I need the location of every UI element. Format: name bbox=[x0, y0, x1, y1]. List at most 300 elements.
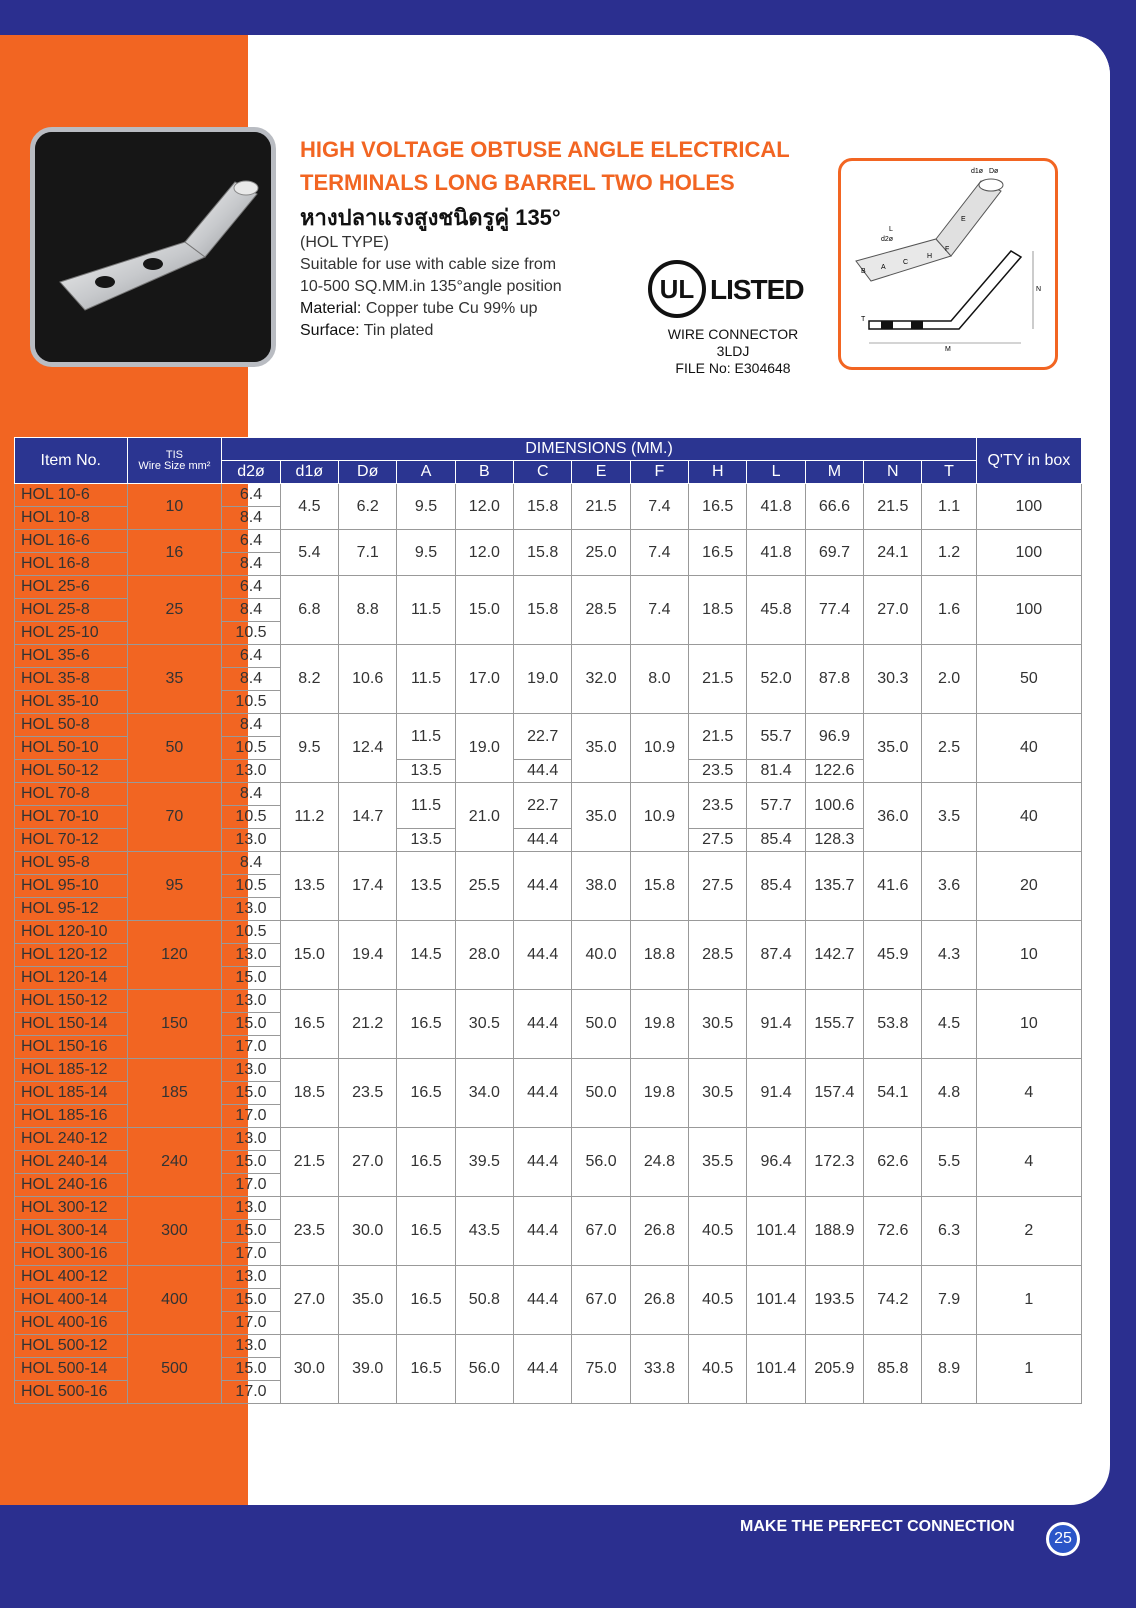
b-cell: 34.0 bbox=[455, 1059, 513, 1128]
col-c: C bbox=[514, 461, 572, 484]
d-cell: 6.2 bbox=[339, 484, 397, 530]
e-cell: 40.0 bbox=[572, 921, 630, 990]
a-cell: 16.5 bbox=[397, 1335, 455, 1404]
n-cell: 74.2 bbox=[864, 1266, 922, 1335]
diagram-label-t: T bbox=[861, 316, 866, 323]
tis-cell: 25 bbox=[127, 576, 222, 645]
c-cell: 44.4 bbox=[514, 1266, 572, 1335]
n-cell: 41.6 bbox=[864, 852, 922, 921]
f-cell: 8.0 bbox=[630, 645, 688, 714]
item-number-cell: HOL 10-8 bbox=[15, 507, 128, 530]
diagram-label-d: Dø bbox=[989, 168, 999, 175]
diagram-label-n: N bbox=[1036, 286, 1042, 293]
m-cell: 155.7 bbox=[805, 990, 863, 1059]
a-cell: 11.5 bbox=[397, 714, 455, 760]
d1-cell: 8.2 bbox=[280, 645, 338, 714]
n-cell: 72.6 bbox=[864, 1197, 922, 1266]
item-number-cell: HOL 25-6 bbox=[15, 576, 128, 599]
c-cell: 44.4 bbox=[514, 1335, 572, 1404]
e-cell: 50.0 bbox=[572, 1059, 630, 1128]
n-cell: 45.9 bbox=[864, 921, 922, 990]
table-row bbox=[15, 990, 1082, 1013]
d2-cell: 8.4 bbox=[222, 852, 280, 875]
diagram-label-a: A bbox=[881, 264, 886, 271]
qty-cell: 100 bbox=[976, 530, 1081, 576]
d2-cell: 13.0 bbox=[222, 1266, 280, 1289]
d-cell: 17.4 bbox=[339, 852, 397, 921]
d-cell: 30.0 bbox=[339, 1197, 397, 1266]
c-cell: 44.4 bbox=[514, 1128, 572, 1197]
m-cell: 172.3 bbox=[805, 1128, 863, 1197]
d1-cell: 18.5 bbox=[280, 1059, 338, 1128]
diagram-label-h: H bbox=[927, 253, 933, 260]
d2-cell: 10.5 bbox=[222, 622, 280, 645]
item-number-cell: HOL 400-14 bbox=[15, 1289, 128, 1312]
col-m: M bbox=[805, 461, 863, 484]
qty-cell: 100 bbox=[976, 576, 1081, 645]
f-cell: 7.4 bbox=[630, 484, 688, 530]
e-cell: 67.0 bbox=[572, 1197, 630, 1266]
t-cell: 7.9 bbox=[922, 1266, 976, 1335]
t-cell: 1.1 bbox=[922, 484, 976, 530]
header-dimensions: DIMENSIONS (MM.) bbox=[222, 438, 976, 461]
d1-cell: 15.0 bbox=[280, 921, 338, 990]
f-cell: 26.8 bbox=[630, 1197, 688, 1266]
item-number-cell: HOL 50-10 bbox=[15, 737, 128, 760]
item-number-cell: HOL 150-14 bbox=[15, 1013, 128, 1036]
col-e: E bbox=[572, 461, 630, 484]
table-row bbox=[15, 783, 1082, 806]
item-number-cell: HOL 150-12 bbox=[15, 990, 128, 1013]
item-number-cell: HOL 95-8 bbox=[15, 852, 128, 875]
b-cell: 15.0 bbox=[455, 576, 513, 645]
n-cell: 62.6 bbox=[864, 1128, 922, 1197]
d-cell: 39.0 bbox=[339, 1335, 397, 1404]
c-cell: 19.0 bbox=[514, 645, 572, 714]
item-number-cell: HOL 16-8 bbox=[15, 553, 128, 576]
d2-cell: 8.4 bbox=[222, 783, 280, 806]
a-cell: 16.5 bbox=[397, 1266, 455, 1335]
d-cell: 10.6 bbox=[339, 645, 397, 714]
f-cell: 7.4 bbox=[630, 530, 688, 576]
diagram-label-m: M bbox=[945, 346, 951, 353]
qty-cell: 20 bbox=[976, 852, 1081, 921]
item-number-cell: HOL 70-10 bbox=[15, 806, 128, 829]
n-cell: 24.1 bbox=[864, 530, 922, 576]
l-cell: 101.4 bbox=[747, 1335, 805, 1404]
n-cell: 30.3 bbox=[864, 645, 922, 714]
ul-line-2: 3LDJ bbox=[716, 343, 750, 359]
d2-cell: 8.4 bbox=[222, 714, 280, 737]
item-number-cell: HOL 50-8 bbox=[15, 714, 128, 737]
diagram-label-l: L bbox=[889, 226, 893, 233]
l-cell: 55.7 bbox=[747, 714, 805, 760]
d-cell: 19.4 bbox=[339, 921, 397, 990]
tis-cell: 16 bbox=[127, 530, 222, 576]
d2-cell: 13.0 bbox=[222, 1335, 280, 1358]
d1-cell: 4.5 bbox=[280, 484, 338, 530]
table-row bbox=[15, 714, 1082, 737]
m-cell: 205.9 bbox=[805, 1335, 863, 1404]
h-cell: 18.5 bbox=[689, 576, 747, 645]
table-row bbox=[15, 484, 1082, 507]
a-cell: 9.5 bbox=[397, 484, 455, 530]
thai-title: หางปลาแรงสูงชนิดรูคู่ 135° bbox=[300, 205, 561, 230]
t-cell: 3.5 bbox=[922, 783, 976, 852]
surface-label: Surface: bbox=[300, 322, 360, 339]
tis-cell: 185 bbox=[127, 1059, 222, 1128]
e-cell: 35.0 bbox=[572, 714, 630, 783]
t-cell: 2.0 bbox=[922, 645, 976, 714]
m-cell: 66.6 bbox=[805, 484, 863, 530]
c-cell: 15.8 bbox=[514, 530, 572, 576]
d2-cell: 17.0 bbox=[222, 1243, 280, 1266]
d2-cell: 6.4 bbox=[222, 576, 280, 599]
f-cell: 24.8 bbox=[630, 1128, 688, 1197]
m-cell: 128.3 bbox=[805, 829, 863, 852]
h-cell: 40.5 bbox=[689, 1197, 747, 1266]
h-cell: 40.5 bbox=[689, 1335, 747, 1404]
d2-cell: 15.0 bbox=[222, 1013, 280, 1036]
h-cell: 28.5 bbox=[689, 921, 747, 990]
c-cell: 44.4 bbox=[514, 829, 572, 852]
c-cell: 44.4 bbox=[514, 921, 572, 990]
qty-cell: 10 bbox=[976, 990, 1081, 1059]
e-cell: 35.0 bbox=[572, 783, 630, 852]
item-number-cell: HOL 95-10 bbox=[15, 875, 128, 898]
table-row bbox=[15, 530, 1082, 553]
c-cell: 44.4 bbox=[514, 990, 572, 1059]
table-row bbox=[15, 1266, 1082, 1289]
qty-cell: 1 bbox=[976, 1335, 1081, 1404]
b-cell: 39.5 bbox=[455, 1128, 513, 1197]
d-cell: 12.4 bbox=[339, 714, 397, 783]
item-number-cell: HOL 185-12 bbox=[15, 1059, 128, 1082]
item-number-cell: HOL 70-8 bbox=[15, 783, 128, 806]
col-f: F bbox=[630, 461, 688, 484]
table-header bbox=[15, 438, 1082, 484]
diagram-label-d1: d1ø bbox=[971, 168, 984, 175]
d2-cell: 8.4 bbox=[222, 668, 280, 691]
item-number-cell: HOL 500-12 bbox=[15, 1335, 128, 1358]
ul-line-3: FILE No: E304648 bbox=[675, 360, 791, 376]
m-cell: 96.9 bbox=[805, 714, 863, 760]
d-cell: 27.0 bbox=[339, 1128, 397, 1197]
e-cell: 25.0 bbox=[572, 530, 630, 576]
surface-value: Tin plated bbox=[363, 322, 434, 339]
diagram-label-e: E bbox=[961, 216, 966, 223]
table-row bbox=[15, 1059, 1082, 1082]
f-cell: 26.8 bbox=[630, 1266, 688, 1335]
a-cell: 13.5 bbox=[397, 852, 455, 921]
d2-cell: 10.5 bbox=[222, 737, 280, 760]
item-number-cell: HOL 35-8 bbox=[15, 668, 128, 691]
qty-cell: 40 bbox=[976, 783, 1081, 852]
header-tis bbox=[127, 438, 222, 484]
page-number: 25 bbox=[1046, 1522, 1080, 1556]
l-cell: 52.0 bbox=[747, 645, 805, 714]
b-cell: 17.0 bbox=[455, 645, 513, 714]
d2-cell: 13.0 bbox=[222, 1059, 280, 1082]
d2-cell: 15.0 bbox=[222, 1082, 280, 1105]
qty-cell: 40 bbox=[976, 714, 1081, 783]
l-cell: 101.4 bbox=[747, 1266, 805, 1335]
n-cell: 27.0 bbox=[864, 576, 922, 645]
d2-cell: 17.0 bbox=[222, 1105, 280, 1128]
header-tis-line1: TIS bbox=[165, 448, 183, 461]
tis-cell: 70 bbox=[127, 783, 222, 852]
t-cell: 6.3 bbox=[922, 1197, 976, 1266]
b-cell: 12.0 bbox=[455, 530, 513, 576]
col-b: B bbox=[455, 461, 513, 484]
item-number-cell: HOL 70-12 bbox=[15, 829, 128, 852]
e-cell: 28.5 bbox=[572, 576, 630, 645]
diagram-label-c: C bbox=[903, 259, 909, 266]
d2-cell: 15.0 bbox=[222, 967, 280, 990]
h-cell: 40.5 bbox=[689, 1266, 747, 1335]
e-cell: 56.0 bbox=[572, 1128, 630, 1197]
item-number-cell: HOL 185-16 bbox=[15, 1105, 128, 1128]
item-number-cell: HOL 35-10 bbox=[15, 691, 128, 714]
col-h: H bbox=[689, 461, 747, 484]
d2-cell: 13.0 bbox=[222, 829, 280, 852]
material-label: Material: bbox=[300, 300, 362, 317]
t-cell: 4.5 bbox=[922, 990, 976, 1059]
n-cell: 35.0 bbox=[864, 714, 922, 783]
l-cell: 41.8 bbox=[747, 484, 805, 530]
t-cell: 4.8 bbox=[922, 1059, 976, 1128]
tis-cell: 50 bbox=[127, 714, 222, 783]
d1-cell: 21.5 bbox=[280, 1128, 338, 1197]
table-row bbox=[15, 1335, 1082, 1358]
tis-cell: 300 bbox=[127, 1197, 222, 1266]
item-number-cell: HOL 120-14 bbox=[15, 967, 128, 990]
b-cell: 12.0 bbox=[455, 484, 513, 530]
d-cell: 14.7 bbox=[339, 783, 397, 852]
material-line bbox=[300, 298, 562, 320]
tis-cell: 10 bbox=[127, 484, 222, 530]
n-cell: 21.5 bbox=[864, 484, 922, 530]
a-cell: 13.5 bbox=[397, 760, 455, 783]
b-cell: 43.5 bbox=[455, 1197, 513, 1266]
product-photo bbox=[30, 127, 276, 367]
c-cell: 44.4 bbox=[514, 852, 572, 921]
e-cell: 32.0 bbox=[572, 645, 630, 714]
material-value: Copper tube Cu 99% up bbox=[365, 300, 538, 317]
item-number-cell: HOL 500-14 bbox=[15, 1358, 128, 1381]
d2-cell: 15.0 bbox=[222, 1151, 280, 1174]
header-tis-line2: Wire Size mm² bbox=[138, 459, 211, 472]
m-cell: 188.9 bbox=[805, 1197, 863, 1266]
l-cell: 57.7 bbox=[747, 783, 805, 829]
m-cell: 193.5 bbox=[805, 1266, 863, 1335]
d1-cell: 30.0 bbox=[280, 1335, 338, 1404]
specifications-table bbox=[14, 437, 1082, 1404]
f-cell: 33.8 bbox=[630, 1335, 688, 1404]
h-cell: 27.5 bbox=[689, 829, 747, 852]
d-cell: 21.2 bbox=[339, 990, 397, 1059]
col-d: Dø bbox=[339, 461, 397, 484]
c-cell: 44.4 bbox=[514, 760, 572, 783]
h-cell: 16.5 bbox=[689, 530, 747, 576]
f-cell: 19.8 bbox=[630, 990, 688, 1059]
diagram-label-f: F bbox=[945, 246, 950, 253]
d2-cell: 13.0 bbox=[222, 898, 280, 921]
desc-line-1: Suitable for use with cable size from bbox=[300, 256, 557, 273]
m-cell: 142.7 bbox=[805, 921, 863, 990]
h-cell: 23.5 bbox=[689, 783, 747, 829]
col-d1: d1ø bbox=[280, 461, 338, 484]
footer-tagline: MAKE THE PERFECT CONNECTION bbox=[740, 1518, 1015, 1535]
h-cell: 21.5 bbox=[689, 714, 747, 760]
l-cell: 101.4 bbox=[747, 1197, 805, 1266]
l-cell: 96.4 bbox=[747, 1128, 805, 1197]
t-cell: 1.6 bbox=[922, 576, 976, 645]
tis-cell: 500 bbox=[127, 1335, 222, 1404]
l-cell: 41.8 bbox=[747, 530, 805, 576]
col-t: T bbox=[922, 461, 976, 484]
t-cell: 1.2 bbox=[922, 530, 976, 576]
d2-cell: 15.0 bbox=[222, 1358, 280, 1381]
desc-line-2: 10-500 SQ.MM.in 135°angle position bbox=[300, 278, 562, 295]
h-cell: 30.5 bbox=[689, 990, 747, 1059]
t-cell: 8.9 bbox=[922, 1335, 976, 1404]
c-cell: 44.4 bbox=[514, 1059, 572, 1128]
diagram-label-b: B bbox=[861, 268, 866, 275]
h-cell: 21.5 bbox=[689, 645, 747, 714]
a-cell: 9.5 bbox=[397, 530, 455, 576]
m-cell: 87.8 bbox=[805, 645, 863, 714]
table-row bbox=[15, 1128, 1082, 1151]
b-cell: 28.0 bbox=[455, 921, 513, 990]
type-label: (HOL TYPE) bbox=[300, 234, 389, 251]
n-cell: 54.1 bbox=[864, 1059, 922, 1128]
b-cell: 30.5 bbox=[455, 990, 513, 1059]
f-cell: 19.8 bbox=[630, 1059, 688, 1128]
item-number-cell: HOL 120-10 bbox=[15, 921, 128, 944]
d1-cell: 23.5 bbox=[280, 1197, 338, 1266]
d2-cell: 6.4 bbox=[222, 645, 280, 668]
d2-cell: 8.4 bbox=[222, 553, 280, 576]
d1-cell: 11.2 bbox=[280, 783, 338, 852]
ul-listed-mark bbox=[648, 260, 828, 385]
item-number-cell: HOL 400-12 bbox=[15, 1266, 128, 1289]
d2-cell: 10.5 bbox=[222, 691, 280, 714]
item-number-cell: HOL 300-12 bbox=[15, 1197, 128, 1220]
item-number-cell: HOL 25-10 bbox=[15, 622, 128, 645]
n-cell: 85.8 bbox=[864, 1335, 922, 1404]
qty-cell: 50 bbox=[976, 645, 1081, 714]
d2-cell: 6.4 bbox=[222, 530, 280, 553]
m-cell: 77.4 bbox=[805, 576, 863, 645]
tis-cell: 240 bbox=[127, 1128, 222, 1197]
e-cell: 75.0 bbox=[572, 1335, 630, 1404]
a-cell: 11.5 bbox=[397, 576, 455, 645]
e-cell: 67.0 bbox=[572, 1266, 630, 1335]
d2-cell: 15.0 bbox=[222, 1289, 280, 1312]
h-cell: 27.5 bbox=[689, 852, 747, 921]
table-row bbox=[15, 645, 1082, 668]
item-number-cell: HOL 35-6 bbox=[15, 645, 128, 668]
d2-cell: 10.5 bbox=[222, 921, 280, 944]
tis-cell: 35 bbox=[127, 645, 222, 714]
n-cell: 36.0 bbox=[864, 783, 922, 852]
t-cell: 4.3 bbox=[922, 921, 976, 990]
f-cell: 18.8 bbox=[630, 921, 688, 990]
f-cell: 7.4 bbox=[630, 576, 688, 645]
a-cell: 16.5 bbox=[397, 1059, 455, 1128]
c-cell: 15.8 bbox=[514, 484, 572, 530]
ul-details bbox=[648, 326, 818, 377]
d1-cell: 6.8 bbox=[280, 576, 338, 645]
b-cell: 19.0 bbox=[455, 714, 513, 783]
c-cell: 15.8 bbox=[514, 576, 572, 645]
ul-line-1: WIRE CONNECTOR bbox=[667, 326, 799, 342]
b-cell: 25.5 bbox=[455, 852, 513, 921]
m-cell: 69.7 bbox=[805, 530, 863, 576]
b-cell: 21.0 bbox=[455, 783, 513, 852]
item-number-cell: HOL 185-14 bbox=[15, 1082, 128, 1105]
table-row bbox=[15, 852, 1082, 875]
item-number-cell: HOL 400-16 bbox=[15, 1312, 128, 1335]
qty-cell: 4 bbox=[976, 1128, 1081, 1197]
item-number-cell: HOL 120-12 bbox=[15, 944, 128, 967]
header-item-no: Item No. bbox=[15, 438, 128, 484]
c-cell: 22.7 bbox=[514, 714, 572, 760]
h-cell: 16.5 bbox=[689, 484, 747, 530]
b-cell: 56.0 bbox=[455, 1335, 513, 1404]
item-number-cell: HOL 240-12 bbox=[15, 1128, 128, 1151]
product-info bbox=[300, 232, 562, 342]
d1-cell: 5.4 bbox=[280, 530, 338, 576]
m-cell: 135.7 bbox=[805, 852, 863, 921]
h-cell: 30.5 bbox=[689, 1059, 747, 1128]
qty-cell: 100 bbox=[976, 484, 1081, 530]
h-cell: 23.5 bbox=[689, 760, 747, 783]
diagram-label-d2: d2ø bbox=[881, 236, 894, 243]
d1-cell: 16.5 bbox=[280, 990, 338, 1059]
d2-cell: 10.5 bbox=[222, 875, 280, 898]
dimension-diagram bbox=[838, 158, 1058, 370]
d2-cell: 13.0 bbox=[222, 990, 280, 1013]
t-cell: 3.6 bbox=[922, 852, 976, 921]
tis-cell: 120 bbox=[127, 921, 222, 990]
d-cell: 35.0 bbox=[339, 1266, 397, 1335]
d-cell: 8.8 bbox=[339, 576, 397, 645]
d2-cell: 17.0 bbox=[222, 1036, 280, 1059]
d-cell: 7.1 bbox=[339, 530, 397, 576]
c-cell: 44.4 bbox=[514, 1197, 572, 1266]
table-body bbox=[15, 484, 1082, 1404]
a-cell: 16.5 bbox=[397, 990, 455, 1059]
d2-cell: 17.0 bbox=[222, 1381, 280, 1404]
d2-cell: 15.0 bbox=[222, 1220, 280, 1243]
qty-cell: 2 bbox=[976, 1197, 1081, 1266]
item-number-cell: HOL 500-16 bbox=[15, 1381, 128, 1404]
d2-cell: 13.0 bbox=[222, 1128, 280, 1151]
item-number-cell: HOL 300-14 bbox=[15, 1220, 128, 1243]
l-cell: 91.4 bbox=[747, 990, 805, 1059]
l-cell: 85.4 bbox=[747, 829, 805, 852]
header-qty: Q'TY in box bbox=[976, 438, 1081, 484]
b-cell: 50.8 bbox=[455, 1266, 513, 1335]
tis-cell: 400 bbox=[127, 1266, 222, 1335]
f-cell: 10.9 bbox=[630, 714, 688, 783]
d1-cell: 13.5 bbox=[280, 852, 338, 921]
l-cell: 45.8 bbox=[747, 576, 805, 645]
l-cell: 87.4 bbox=[747, 921, 805, 990]
col-l: L bbox=[747, 461, 805, 484]
